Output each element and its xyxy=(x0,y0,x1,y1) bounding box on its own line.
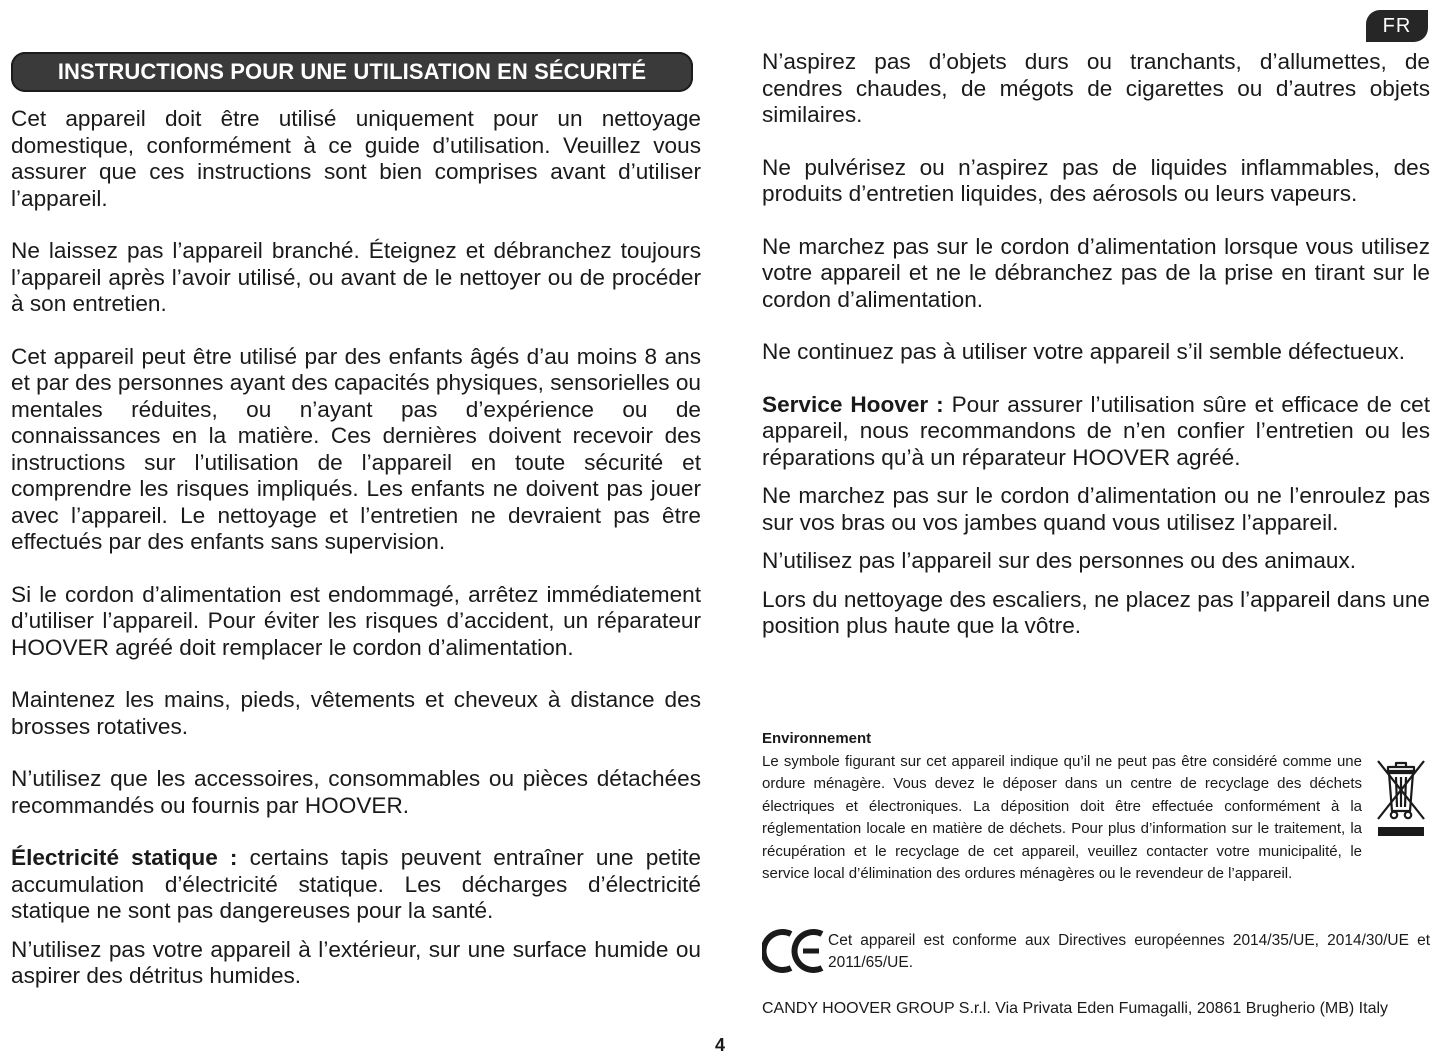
paragraph-static-electricity xyxy=(11,845,701,925)
paragraph-stairs: Lors du nettoyage des escaliers, ne placez pas l’appareil dans une position plus haute que la vôtre. xyxy=(762,586,1430,638)
paragraph-domestic-use: Cet appareil doit être utilisé uniquement pour un nettoyage domestique, conformément à ce guide d’utilisation. Veuillez vous assurer que ces instructions sont bien comprises avant d’utiliser l’appareil. xyxy=(11,106,701,211)
ce-conformity xyxy=(762,928,1430,974)
paragraph-cord-walk: Ne marchez pas sur le cordon d’alimentation lorsque vous utilisez votre appareil et ne le débranchez pas de la prise en tirant sur le cordon d’alimentation. xyxy=(762,233,1430,312)
ce-conformity-text: Cet appareil est conforme aux Directives européennes 2014/35/UE, 2014/30/UE et 2011/65/UE. xyxy=(828,932,1430,971)
environment-text: Le symbole figurant sur cet appareil indique qu’il ne peut pas être considéré comme une ordure ménagère. Vous devez le déposer dans un centre de recyclage des déchets électriques et électroniques. La déposition doit être effectuée conformément à la réglementation locale en matière de déchets. Pour plus d’information sur le traitement, la récupération et le recyclage de cet appareil, veuillez contacter votre municipalité, le service local d’élimination des ordures ménagères ou le revendeur de l’appareil. xyxy=(762,752,1362,882)
paragraph-flammable-liquids: Ne pulvérisez ou n’aspirez pas de liquides inflammables, des produits d’entretien liquides, des aérosols ou leurs vapeurs. xyxy=(762,154,1430,206)
paragraph-hard-objects: N’aspirez pas d’objets durs ou tranchants, d’allumettes, de cendres chaudes, de mégots de cigarettes ou d’autres objets similaires. xyxy=(762,49,1430,127)
left-column xyxy=(11,106,701,990)
paragraph-people-animals: N’utilisez pas l’appareil sur des personnes ou des animaux. xyxy=(762,548,1357,573)
paragraph-service-hoover xyxy=(762,392,1430,472)
paragraph-outdoor: N’utilisez pas votre appareil à l’extérieur, sur une surface humide ou aspirer des détritus humides. xyxy=(11,936,701,988)
paragraph-unplug: Ne laissez pas l’appareil branché. Éteignez et débranchez toujours l’appareil après l’avoir utilisé, ou avant de le nettoyer ou de procéder à son entretien. xyxy=(11,238,701,316)
paragraph-accessories: N’utilisez que les accessoires, consommables ou pièces détachées recommandés ou fournis par HOOVER. xyxy=(11,766,701,818)
paragraph-defective: Ne continuez pas à utiliser votre appareil s’il semble défectueux. xyxy=(762,339,1406,364)
environment-title: Environnement xyxy=(762,730,872,747)
language-badge: FR xyxy=(1366,10,1428,42)
right-column xyxy=(762,49,1430,640)
page-number: 4 xyxy=(714,1035,725,1055)
paragraph-rotating-brushes: Maintenez les mains, pieds, vêtements et cheveux à distance des brosses rotatives. xyxy=(11,687,701,739)
paragraph-cord-wrap: Ne marchez pas sur le cordon d’alimentation ou ne l’enroulez pas sur vos bras ou vos jambes quand vous utilisez l’appareil. xyxy=(762,483,1430,535)
paragraph-children: Cet appareil peut être utilisé par des enfants âgés d’au moins 8 ans et par des personnes ayant des capacités physiques, sensorielles ou mentales réduites, ou n’ayant pas d’expérience ou de connaissances en la matière. Ces dernières doivent recevoir des instructions sur l’utilisation de l’appareil en toute sécurité et comprendre les risques impliqués. Les enfants ne doivent pas jouer avec l’appareil. Le nettoyage et l’entretien ne devraient pas être effectués par des enfants sans supervision. xyxy=(11,343,701,554)
environment-section xyxy=(762,728,1430,886)
static-electricity-lead: Électricité statique : xyxy=(11,845,238,870)
service-hoover-text: Pour assurer l’utilisation sûre et efficace de cet appareil, nous recommandons de n’en confier l’entretien ou les réparations qu’à un réparateur HOOVER agréé. xyxy=(762,391,1430,470)
paragraph-damaged-cord: Si le cordon d’alimentation est endommagé, arrêtez immédiatement d’utiliser l’appareil. Pour éviter les risques d’accident, un réparateur HOOVER agréé doit remplacer le cordon d’alimentation. xyxy=(11,581,701,660)
section-title: INSTRUCTIONS POUR UNE UTILISATION EN SÉCURITÉ xyxy=(11,52,693,92)
ce-mark-icon xyxy=(762,928,826,974)
service-hoover-lead: Service Hoover : xyxy=(762,391,944,417)
static-electricity-text: certains tapis peuvent entraîner une petite accumulation d’électricité statique. Les décharges d’électricité statique ne sont pas dangereuses pour la santé. xyxy=(11,845,701,923)
company-address: CANDY HOOVER GROUP S.r.l. Via Privata Eden Fumagalli, 20861 Brugherio (MB) Italy xyxy=(762,1000,1389,1017)
weee-bin-icon xyxy=(1372,753,1430,843)
